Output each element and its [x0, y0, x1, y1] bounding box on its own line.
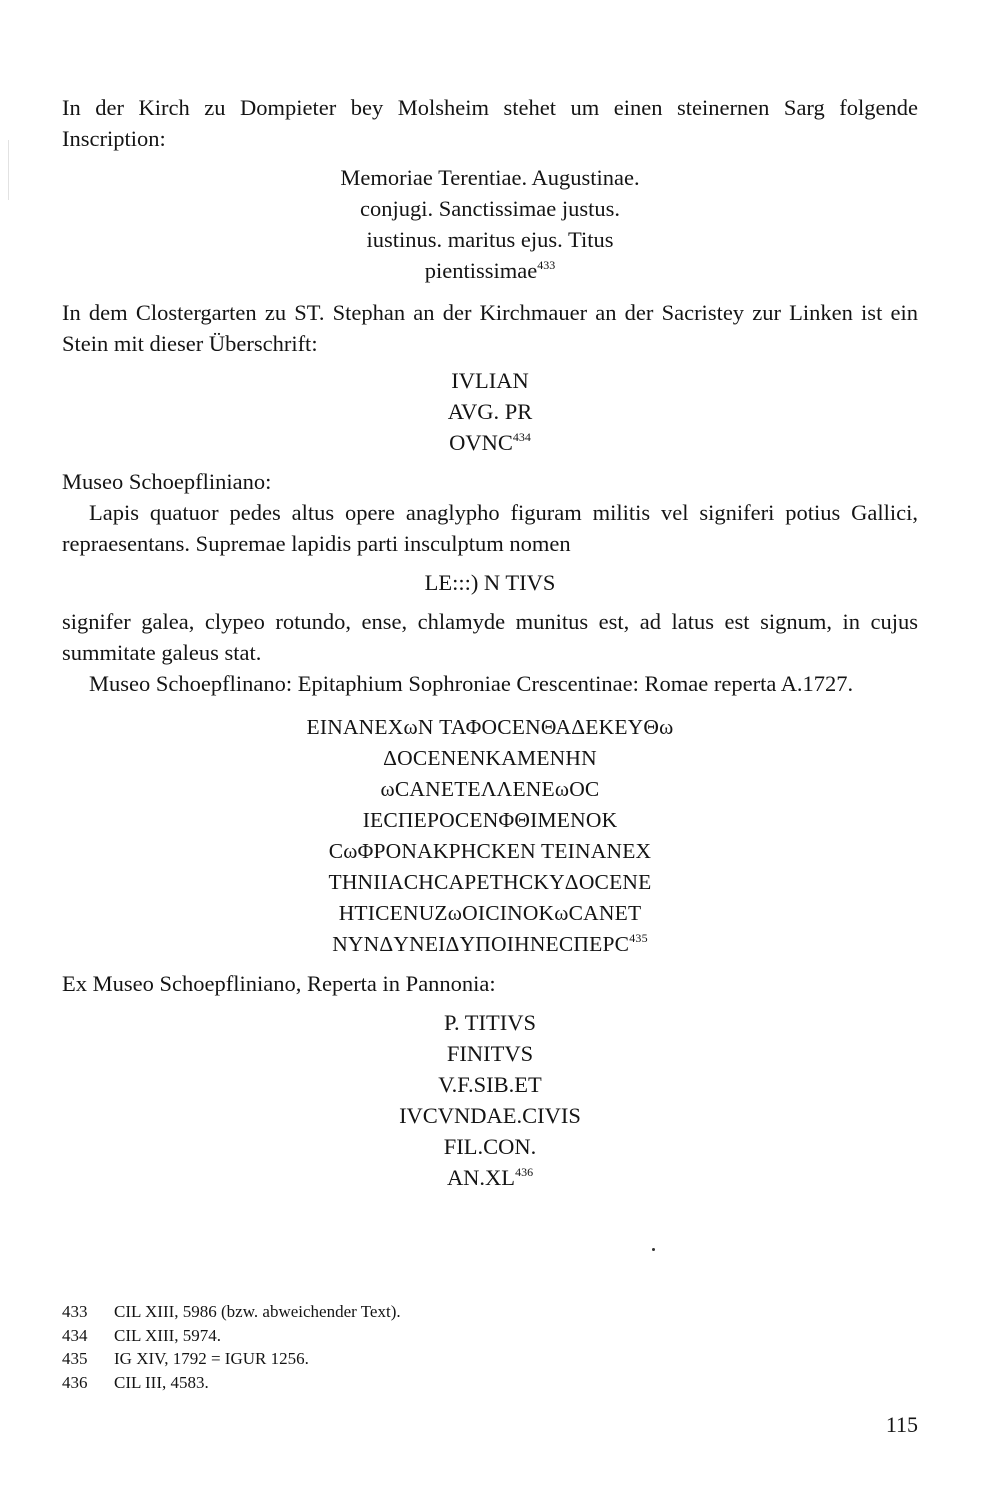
greek-line: CωΦPONAKPHCKEN TEINANEX — [328, 839, 652, 863]
footnote-number: 433 — [62, 1302, 88, 1321]
inscription-line-text: pientissimae — [424, 258, 538, 283]
inscription-line: IVCVNDAE.CIVIS — [399, 1103, 581, 1128]
footnote-number: 434 — [62, 1325, 88, 1345]
greek-line: THNΙΙΑCHCAPETHCKYΔOCENE — [328, 870, 652, 894]
greek-line: ωCANETEΛΛENEωOC — [380, 777, 600, 801]
inscription-line — [62, 1162, 918, 1193]
page-body — [62, 92, 918, 1193]
inscription-line: iustinus. maritus ejus. Titus — [366, 227, 614, 252]
greek-line: HTICENUZωOICINOKωCANET — [338, 901, 642, 925]
paragraph-dompieter: In der Kirch zu Dompieter bey Molsheim stehet um einen steinernen Sarg folgende Inscription: — [62, 95, 918, 151]
greek-line-text: NYNΔYNEIΔYΠOIHNECΠEPC — [332, 932, 630, 956]
footnote-text: CIL III, 4583. — [114, 1372, 209, 1392]
inscription-line: V.F.SIB.ET — [438, 1072, 542, 1097]
footnote-ref-435: 435 — [629, 931, 648, 945]
footnote-number: 435 — [62, 1349, 88, 1368]
footnote-text: IG XIV, 1792 = IGUR 1256. — [114, 1349, 309, 1368]
scan-margin-mark — [8, 140, 9, 200]
footnote-ref-434: 434 — [512, 430, 531, 444]
inscription-line: conjugi. Sanctissimae justus. — [360, 196, 620, 221]
inscription-greek-epitaph — [62, 712, 918, 960]
inscription-line: FIL.CON. — [443, 1134, 537, 1159]
footnote-text: CIL XIII, 5974. — [114, 1325, 222, 1345]
greek-line: IECΠEPOCENΦΘIMENOK — [362, 808, 618, 832]
footnote-item — [62, 1347, 662, 1371]
page-number: 115 — [885, 1412, 918, 1437]
inscription-line: P. TITIVS — [443, 1010, 537, 1035]
inscription-lentius — [62, 567, 918, 598]
footnote-item — [62, 1300, 662, 1324]
paragraph-clostergarten: In dem Clostergarten zu ST. Stephan an der Kirchmauer an der Sacristey zur Linken ist ein Stein mit dieser Überschrift: — [62, 300, 918, 356]
footnotes — [62, 1300, 662, 1394]
paragraph-epitaphium: Museo Schoepflinano: Epitaphium Sophroniae Crescentinae: Romae reperta A.1727. — [89, 671, 854, 696]
paragraph-signifer: signifer galea, clypeo rotundo, ense, chlamyde munitus est, ad latus est signum, in cujus summitate galeus stat. — [62, 609, 918, 665]
inscription-line — [62, 255, 918, 286]
inscription-line: AVG. PR — [447, 399, 533, 424]
footnote-ref-436: 436 — [515, 1165, 534, 1179]
footnote-item — [62, 1371, 662, 1395]
greek-line — [62, 929, 918, 960]
paragraph-museo-heading: Museo Schoepfliniano: — [62, 469, 272, 494]
inscription-line: IVLIAN — [451, 368, 529, 393]
inscription-terentia — [62, 162, 918, 286]
inscription-line: FINITVS — [446, 1041, 534, 1066]
inscription-line: Memoriae Terentiae. Augustinae. — [340, 165, 640, 190]
inscription-line-text: OVNC — [449, 430, 513, 455]
footnote-item — [62, 1324, 662, 1348]
paragraph-pannonia: Ex Museo Schoepfliniano, Reperta in Pannonia: — [62, 971, 496, 996]
stray-dot-mark — [652, 1248, 655, 1251]
inscription-line — [62, 427, 918, 458]
inscription-line: LE:::) N TIVS — [424, 570, 556, 595]
paragraph-lapis: Lapis quatuor pedes altus opere anaglypho figuram militis vel signiferi potius Gallici, repraesentans. Supremae lapidis parti insculptum nomen — [62, 500, 918, 556]
footnote-number: 436 — [62, 1372, 88, 1392]
inscription-titius — [62, 1007, 918, 1193]
greek-line: EINANEXωN ΤΑΦΟCENΘΑΔEKEYΘω — [306, 715, 674, 739]
inscription-line-text: AN.XL — [446, 1165, 516, 1190]
inscription-iulian — [62, 365, 918, 458]
greek-line: ΔOCENENKAMENHN — [383, 746, 597, 770]
footnote-ref-433: 433 — [537, 258, 556, 272]
footnote-text: CIL XIII, 5986 (bzw. abweichender Text). — [114, 1302, 401, 1321]
